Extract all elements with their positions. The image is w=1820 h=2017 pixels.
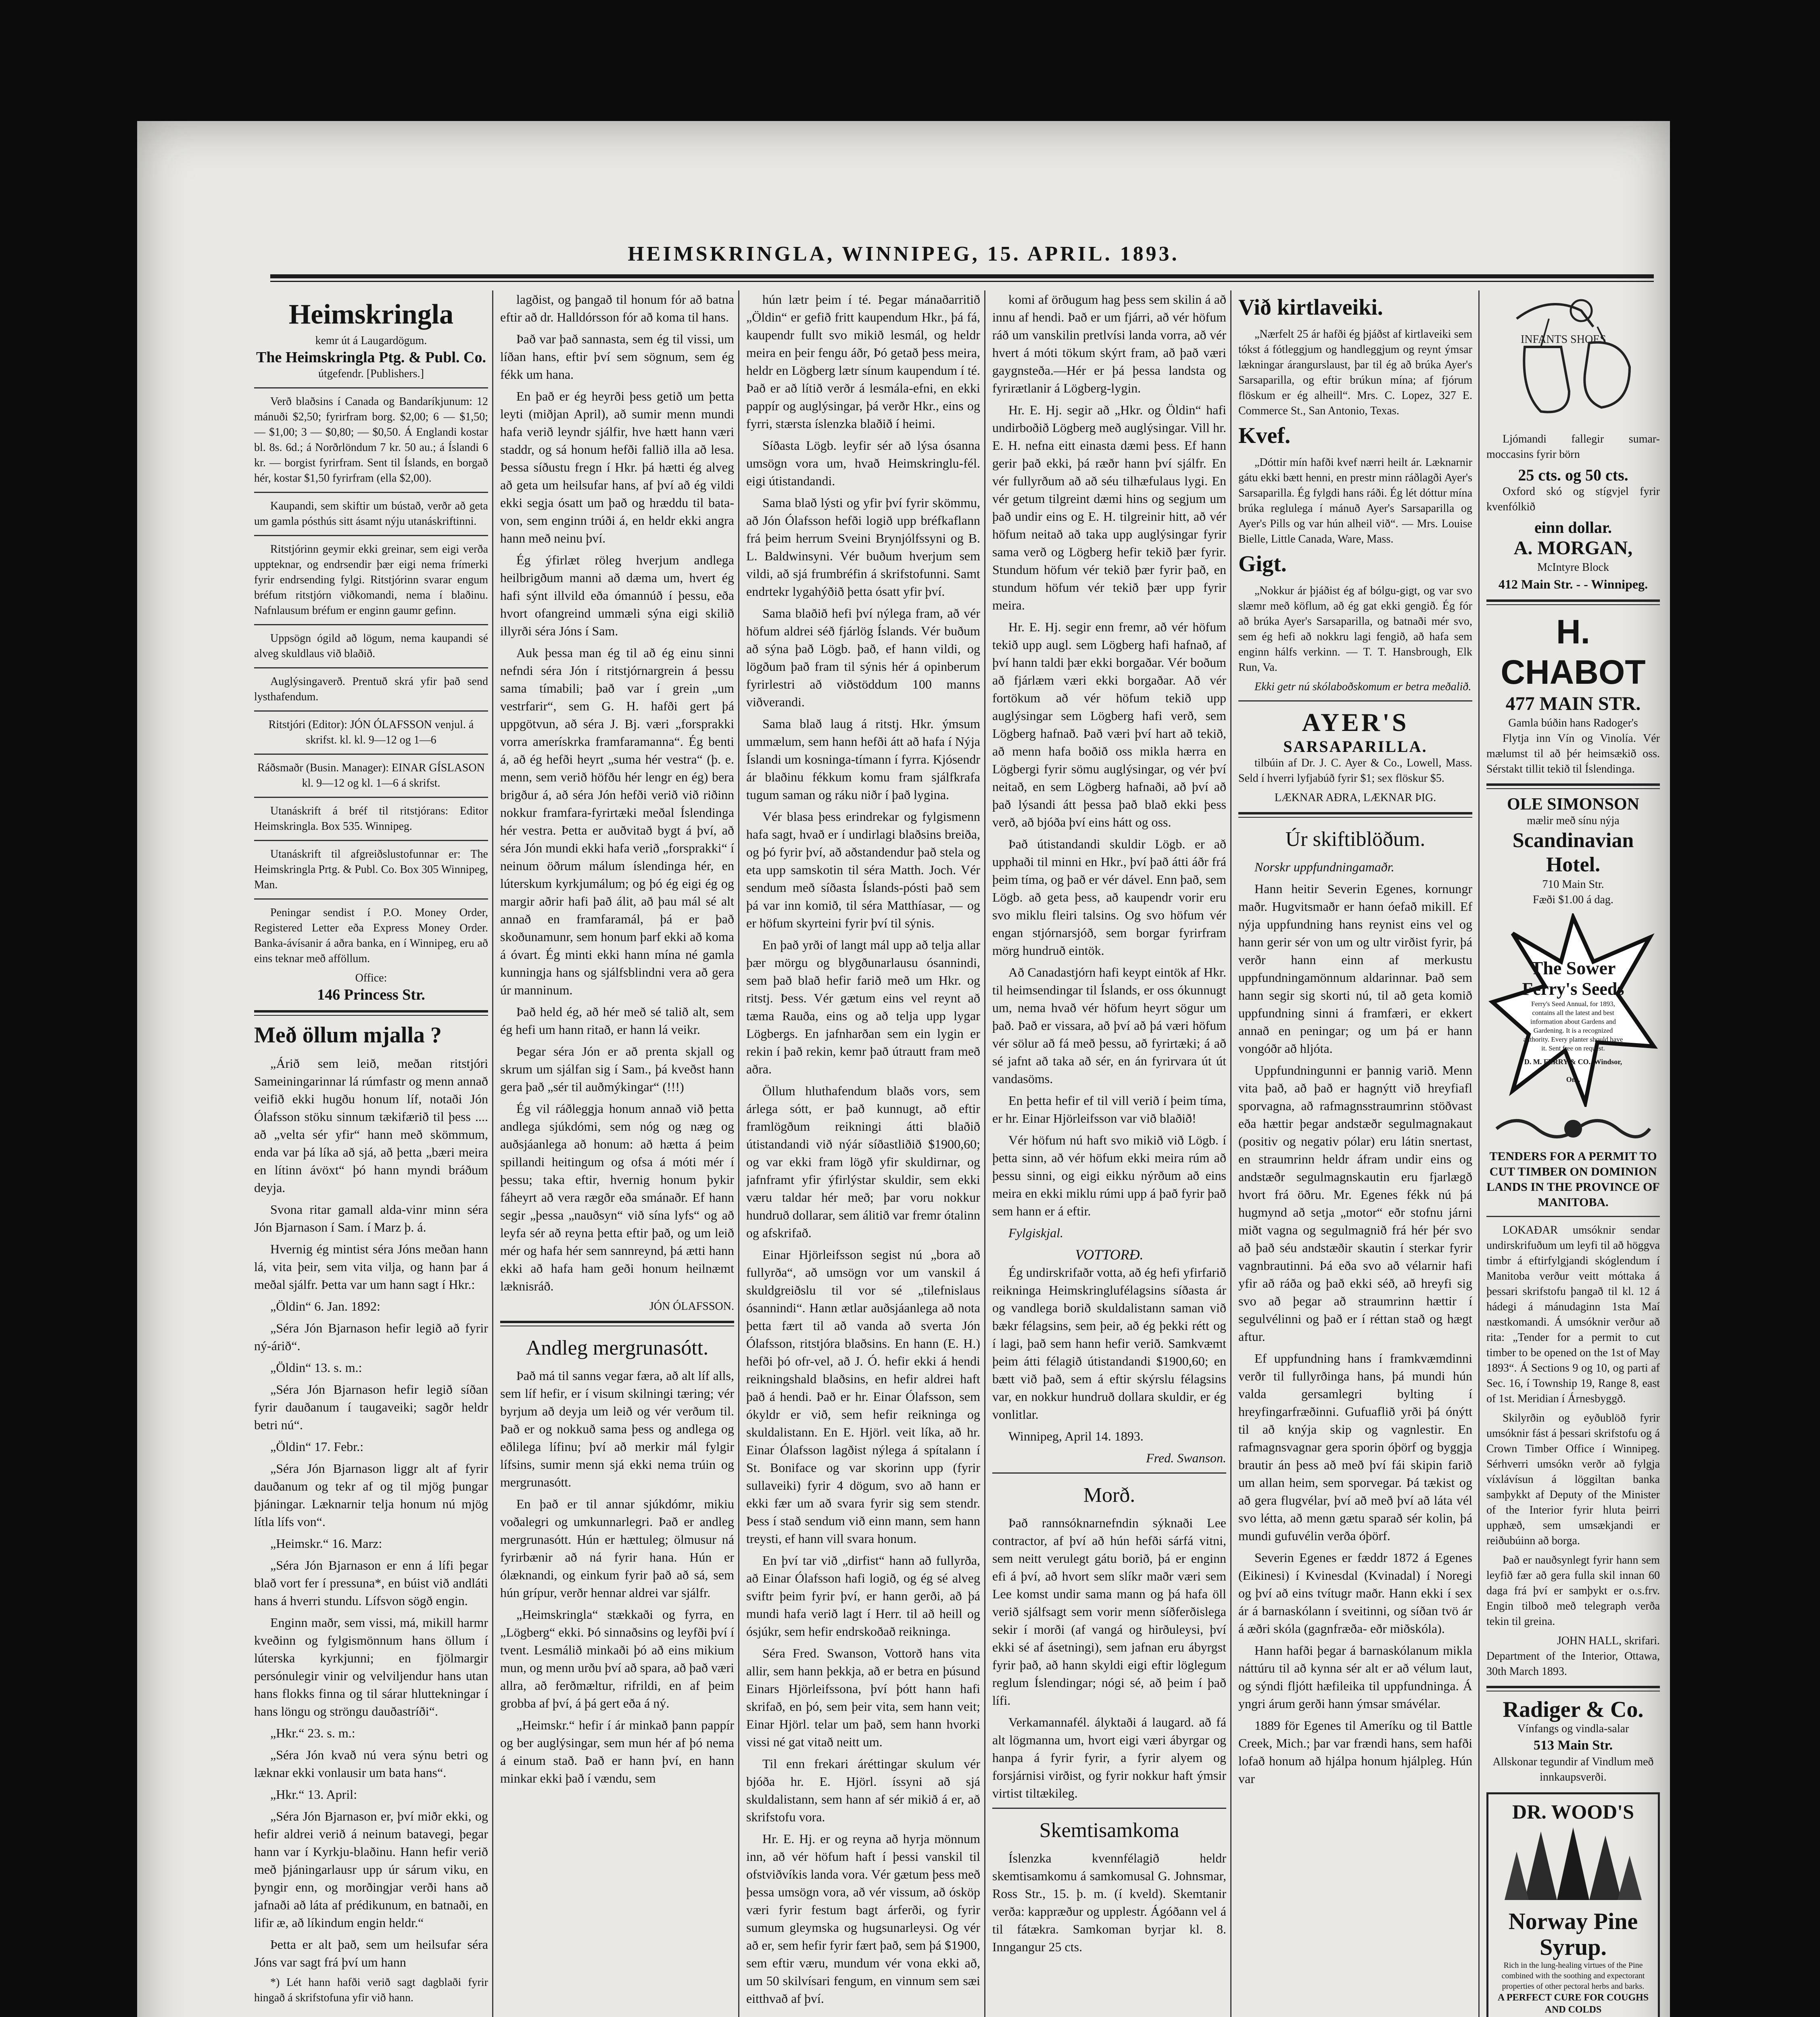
article-title: Úr skiftiblöðum.	[1285, 828, 1426, 851]
wood-syrup: Syrup.	[1539, 1934, 1607, 1960]
column-divider	[984, 290, 985, 2017]
paper-subtitle: kemr út á Laugardögum.	[315, 334, 427, 347]
paragraph: „Séra Jón Bjarnason er enn á lífi þegar blað vort fer í pressuna*, en búist við andláti hans á hverri stundu. Lífsvon sögð engin.	[254, 1558, 488, 1608]
paragraph: En þetta hefir ef til vill verið í þeim tíma, er hr. Einar Hjörleifsson var við blaðið!	[992, 1093, 1226, 1125]
paragraph: Sama blaðið hefi því nýlega fram, að vér höfum aldrei séð fjárlög Íslands. Vér buðum að sýna það Lögb. það, ef hann vildi, og lögðum það fram til sýnis hér á opinberum fyrirlestri að viðstöddum 100 manns viðverandi.	[746, 606, 980, 709]
paragraph: hún lætr þeim í té. Þegar mánaðarritið „Öldin“ er gefið fritt kaupendum Hkr., þá fá, kaupendr fullt svo mikið lesmál, og heldr meira en þeir fengu áðr, Þó getað þess meira, heldr en Lögberg lætr sínum kaupendum í té. Það er að lítið verðr á lesmála-efni, en ekki pappír og auglýsingar, þá verðr Hkr., eins og fyrri, stærsta íslenzka blaðið í heimi.	[746, 292, 980, 431]
paragraph: En það er til annar sjúkdómr, mikiu voðalegri og umkunnarlegri. Það er andleg mergrunasótt. Hún er hættuleg; ölmusur ná fyrirbænir að ná fyrir hana. Hún er ólæknandi, og einkum fyrir það að sá, sem hún grípur, verðr hennar aldrei var sjálfr.	[500, 1497, 734, 1600]
column-divider	[1478, 290, 1480, 2017]
rule	[992, 1808, 1226, 1809]
rule-double	[1486, 783, 1660, 789]
wood-text: Rich in the lung-healing virtues of the Pine combined with the soothing and expectorant properties of other pectoral herbs and barks.	[1501, 1961, 1645, 1991]
paragraph: lagðist, og þangað til honum fór að batna eftir að dr. Halldórsson fór að koma til hans.	[500, 292, 734, 324]
notice: Ritstjórinn geymir ekki greinar, sem eigi verða uppteknar, og endrsendir þær eigi nema frímerki fyrir endrsending fylgi. Ritstjórinn svarar engum bréfum ritstjórn viðkomandi, nema í blaðinu. Nafnlausum bréfum er enginn gaumr gefinn.	[254, 543, 488, 617]
morgan-block: McIntyre Block	[1537, 561, 1609, 574]
column-6	[1486, 290, 1660, 2017]
column-5	[1238, 290, 1472, 2017]
paragraph: Að Canadastjórn hafi keypt eintök af Hkr. til heimsendingar til Íslands, er oss ókunnugt um, nema hvað vér höfum heyrt sögur um það. Það er vissara, að því að þá væri höfum vér sölur að fá með þessu, að fyrirtæki; á að sé jafnt að taka að sér, en án fyrirvara út út vandasöms.	[992, 965, 1226, 1086]
vottord-signature: Fred. Swanson.	[1146, 1451, 1226, 1465]
ad-price: 25 cts. og 50 cts.	[1518, 466, 1628, 484]
paragraph: Hr. E. Hj. segir að „Hkr. og Öldin“ hafi undirboðið Lögberg með auglýsingar. Vill hr. E. H. nefna eitt einasta dæmi þess. Ef hann gerir það ekki, þá ræðr hann því sjálfr. En vér fullyrðum að að séu tilhæfulaus lygi. En vér getum tilgreint dæmi hins og segjum um það undir eins og E. H. tilgreinir hitt, að vér höfum neitað að taka upp auglýsingar fyrir sama verð og Lögberg hefir tekið þær fyrir. Stundum höfum vér tekið þær fyrir það, en stundum höfum vér tekið þær upp fyrir meira.	[992, 403, 1226, 612]
morgan-name: A. MORGAN,	[1513, 537, 1633, 559]
simonson-sub: mælir með sínu nýja	[1527, 814, 1620, 827]
chabot-name: H. CHABOT	[1501, 613, 1646, 691]
paragraph: Það var það sannasta, sem ég til vissi, um líðan hans, eftir því sem sögnum, sem ég fékk um hana.	[500, 332, 734, 382]
paragraph: Auk þessa man ég til að ég einu sinni nefndi séra Jón í ritstjórnargrein á þessu sama tímabili; það var í grein „um vestrfarir“, sem G. H. hafði gert þá uppgötvun, að séra J. Bj. væri „forsprakki vorra amerískrka framfaramanna“. Ég benti á, að ég hefði heyrt „suma hér vestra“ (þ. e. menn, sem verið höfðu hér lengr en ég) bera brigður á, að séra Jón hefði verið við riðinn nokkur framfara-fyrirtæki meðal Íslendinga hér vestra. Þetta er auðvitað bygt á því, að séra Jón mundi ekki hafa verið „forsprakki“ í neinum öðrum málum íslendinga hér, en lúterskum kyrkjumálum; og þó ég eigi ég og margir aðrir hafi það álit, að þau mál sé alt annað en framfaramál, þá er það skoðunamunr, sem honum þarf ekki að koma á óvart. Ég minti ekki hann mína né gamla kunningja hans og sjálfsblindni vera að gera úr manninum.	[500, 645, 734, 997]
article-title: Skemtisamkoma	[1039, 1819, 1179, 1842]
article-body	[500, 290, 734, 1295]
ad-price: einn dollar.	[1534, 518, 1612, 537]
article-title: Andleg mergrunasótt.	[526, 1336, 709, 1359]
article-body: Severin Egenes er fæddr 1872 á Egenes (Eikinesi) í Kvinesdal (Kvinadal) í Noregi og því að eins tvítugr maðr. Hann ekki í sex ár á barnaskólann í sveitinni, og síðan tvö ár á æðri skóla (gagnfræða- eðr miðskóla).	[1238, 1550, 1472, 1636]
signature: JÓN ÓLAFSSON.	[649, 1300, 734, 1313]
office-address: 146 Princess Str.	[317, 986, 425, 1003]
tender-title: TENDERS FOR A PERMIT TO CUT TIMBER ON DOMINION LANDS IN THE PROVINCE OF MANITOBA.	[1486, 1150, 1660, 1209]
paragraph: Það held ég, að hér með sé talið alt, sem ég hefi um hann ritað, er hann lá veikr.	[500, 1004, 734, 1037]
ad-note: Ekki getr nú skólaboðskomum er betra meðalið.	[1254, 681, 1471, 693]
paragraph: Til enn frekari áréttingar skulum vér bjóða hr. E. Hjörl. íssyni að sjá skuldalistann, sem hann af sér mikið á er, að skrifstofu vora.	[746, 1756, 980, 1824]
paragraph: komi af örðugum hag þess sem skilin á að innu af hendi. Það er um fjárri, að vér höfum ráð um vanskilin pretlvísi landa vorra, að vér hvert á móti tökum skýrt fram, að það væri gaygnsteða.—Hér er þá þessa landsta og fyrirætlanir á Lögberg-lygin.	[992, 292, 1226, 395]
article-body: Verkamannafél. ályktaði á laugard. að fá alt lögmanna um, hvort eigi væri ábyrgar og hanpa á fyrir fyrir, a fyrir alyem og forsjárnisi virðist, og fyrir nokkur haft ýmsir virtist tiltækileg.	[992, 1715, 1226, 1800]
column-3	[746, 290, 980, 2017]
ad-text: „Nokkur ár þjáðist ég af bólgu-gigt, og var svo slæmr með köflum, að ég gat ekki gengið. Ég fór að brúka Ayer's Sarsaparilla, og batnaði mér svo, sem ég hefi að nokkru lagi fengið, að hafa sem enginn hálfs verkinn. — T. T. Hansbrough, Elk Run, Va.	[1238, 585, 1472, 674]
radiger-text2: Allskonar tegundir af Vindlum með innkaupsverði.	[1492, 1756, 1654, 1783]
paragraph: Enginn maðr, sem vissi, má, mikill harmr kveðinn og fylgismönnum hans öllum í lúterska kyrkjunni; en fjölmargir persónulegir vinir og velviljendur hans utan hans flokks finna og til sárar hluttekningar í hans löngu og ströngu dauðastríði“.	[254, 1615, 488, 1718]
article-body: Uppfundningunni er þannig varið. Menn vita það, að það er hagnýtt við hreyfiafl sporvagna, að rafmagnsstraumrinn stöðvast eða hættir þegar andstæðr segulmagnakaut (positiv og negativ pólar) eru látin snertast, en straumrinn heldr áfram undir eins og andstæðr segulmagnskautin eru fjarlægð hvort frá öðru. Mr. Egenes fékk nú þá hugmynd að setja „motor“ eðr stofnu járni miðt vagna og segulmagnið frá hér þér svo að það séu andstæðir skautin í sterkar fyrir vagnbrautinni. Þá eða svo að vélarnir hafi yfir að ráða og það ekki séð, að hreyfi sig svo að þegar að straumrinn hættir í segulvélinni og það er í réttan stað og hægt aftur.	[1238, 1063, 1472, 1344]
dr-woods-ad	[1486, 1792, 1660, 2017]
ads-note: Auglýsingaverð. Prentuð skrá yfir það send lysthafendum.	[254, 675, 488, 703]
tender-body: Það er nauðsynlegt fyrir hann sem leyfið fær að gera fulla skil innan 60 daga frá því er samþykt er o.s.frv. Engin tilboð með telegraph verða tekin til greina.	[1486, 1554, 1660, 1628]
rule	[254, 898, 488, 900]
article-body	[500, 1367, 734, 1787]
notice: Uppsögn ógild að lögum, nema kaupandi sé alveg skuldlaus við blaðið.	[254, 632, 488, 660]
paragraph: „Hkr.“ 23. s. m.:	[270, 1726, 355, 1740]
column-divider	[492, 290, 493, 2017]
article-body	[254, 1054, 488, 1971]
paragraph: Svona ritar gamall alda-vinr minn séra Jón Bjarnason í Sam. í Marz þ. á.	[254, 1202, 488, 1234]
pine-trees-icon	[1501, 1823, 1646, 1904]
rule-double	[254, 1010, 488, 1016]
address-editor: Utanáskrift á bréf til ritstjórans: Editor Heimskringla. Box 535. Winnipeg.	[254, 805, 488, 833]
paragraph: „Öldin“ 17. Febr.:	[270, 1439, 364, 1454]
column-4	[992, 290, 1226, 2017]
chabot-text: Gamla búðin hans Radoger's	[1508, 717, 1638, 729]
paragraph: „Séra Jón Bjarnason hefir legið að fyrir ný-árið“.	[254, 1321, 488, 1353]
column-2	[500, 290, 734, 2017]
footnote: *) Lét hann hafði verið sagt dagblaði fyrir hingað á skrifstofuna yfir við hann.	[254, 1976, 488, 2004]
ad-heading: Gigt.	[1238, 551, 1287, 576]
paragraph: Ég vil ráðleggja honum annað við þetta andlega sjúkdómi, sem nóg og næg og auðsjáanlega að honum: að hætta á þeim spillandi heitingum og ofsa á móti mér í þessu; taka eftir, hvernig honum þykir fáheyrt að vera rægðr eða smánaðr. Ef hann segir „þessa „nauðsyn“ við sína lyfs“ og að leyfa sér að reyna þetta eftir það, og um leið mér og hafa hér sem sannreynd, þá ætti hann ekki að hafa ham geði honum heilnæmt læknisráð.	[500, 1101, 734, 1293]
article-body: Ef uppfundning hans í framkvæmdinni verðr til fullyrðinga hans, þá mundi hún valda gersamlegri bylting í hreyfingarfræðinni. Gufuaflið yrði þá ónýtt til að knýja skip og vagnlestir. En rafmagnsvagnar gera sporin óþörf og byggja brautir án þess að með því fái skipin farið um allan heim, sem sporvegar. Þá tækist og að gera flugvélar, því að með því að láta vél svo létta, að menn gætu sparað sér kolin, þá mundi gufuvélin verða óþörf.	[1238, 1351, 1472, 1543]
morgan-address: 412 Main Str. - - Winnipeg.	[1498, 577, 1648, 591]
ayer-text: tilbúin af Dr. J. C. Ayer & Co., Lowell, Mass. Seld í hverri lyfjabúð fyrir $1; sex flöskur $5.	[1238, 757, 1472, 785]
paragraph: Hr. E. Hj. er og reyna að hyrja mönnum inn, að vér höfum haft í þessi vanskil til ofstviðvíkis landa vora. Vér gætum þess með þessa umsögn vora, að vér vissum, að ósköp væri fyrir festum bagt árferði, og fyrir sumum gleymska og hugsunarleysi. Og vér að er, sem hefir fyrir fært það, sem þá $1900, sem eftir væru, mundum vér vona ekki að, um 50 skilvísari fengum, en vinnum sem sæi eitthvað af því.	[746, 1831, 980, 2006]
money-notice: Peningar sendist í P.O. Money Order, Registered Letter eða Express Money Order. Banka-ávísanir á aðra banka, en í Winnipeg, eru að eins teknar með afföllum.	[254, 906, 488, 965]
paragraph: Það má til sanns vegar færa, að alt líf alls, sem líf hefir, er í visum skilningi tæring; vér byrjum að deyja um leið og vér verðum til. Það er og nokkuð sama þess og andlega og eðlilega lífinu; því að merkir mál fylgir lífsins, sumir menn sjá ekki nema trúin og mergrunasótt.	[500, 1368, 734, 1489]
ad-text: Oxford skó og stígvjel fyrir kvenfólkið	[1486, 485, 1660, 513]
paragraph: Hvernig ég mintist séra Jóns meðan hann lá, vita þeir, sem vita vilja, og hann þar á meðal sjálfr. Þetta var um hann sagt í Hkr.:	[254, 1242, 488, 1292]
column-1	[254, 290, 488, 2017]
simonson-name: OLE SIMONSON	[1507, 795, 1639, 814]
paragraph: Það útistandandi skuldir Lögb. er að upphaði til minni en Hkr., því það átti áðr frá þeim tíma, og það er vér dável. Enn það, sem Lögb. að geta þess, að kaupendr vorir eru svo miklu fleiri talsins. Og svo höfum vér engan stjórnarsjóð, sem borgar fyrirfram mörg hundruð eintök.	[992, 837, 1226, 958]
rule	[254, 535, 488, 536]
rule-double	[500, 1321, 734, 1326]
hotel-address: 710 Main Str.	[1542, 878, 1604, 891]
rule	[254, 492, 488, 493]
chabot-address: 477 MAIN STR.	[1505, 693, 1641, 714]
fylgiskjal-label: Fylgiskjal.	[1008, 1226, 1063, 1240]
masthead-rule	[270, 274, 1654, 278]
rule-double	[1238, 812, 1472, 818]
radiger-address: 513 Main Str.	[1533, 1738, 1613, 1753]
paragraph: „Séra Jón Bjarnason er, því miðr ekki, og hefir aldrei verið á neinum batavegi, þegar hann var í Kyrkju-blaðinu. Hann hefir verið með þjáningarlausr upp úr sárum viku, en þyngir enn, og morðingjar verði hans að jafnaði að láta af prédikunum, en batnaði, en lifir æ, að líkindum engin heldr.“	[254, 1809, 488, 1930]
ad-heading: Við kirtlaveiki.	[1238, 295, 1383, 320]
rule	[1238, 700, 1472, 702]
paragraph: En það yrði of langt mál upp að telja allar þær mörgu og blygðunarlausu ósannindi, sem það blað hefir farið með um Hkr. og ritstj. Þess. Vér gætum eins vel reynt að tæma Rauða, eins og að telja upp lygar Lögbergs. En jafnharðan sem ein lygin er rekin í það rekin, kemr það útrautt fram með aðra.	[746, 938, 980, 1076]
rule-double	[1486, 599, 1660, 605]
paragraph: En því tar við „dirfist“ hann að fullyrða, að Einar Ólafsson hafi logið, og ég sé alveg sviftr þeim fyrir því, er hann gerði, að þá mundi hafa verið lagt í Herr. til að heill og ósjúkr, sem hefir endrskoðað reikninga.	[746, 1553, 980, 1639]
hotel-name: Scandinavian Hotel.	[1512, 829, 1634, 876]
ad-heading: Kvef.	[1238, 423, 1291, 448]
subscription-rates: Verð blaðsins í Canada og Bandaríkjunum: 12 mánuði $2,50; fyrirfram borg. $2,00; 6 — $1,50; — $1,00; 3 — $0,80; — $0,50. Á Englandi kostar bl. 8s. 6d.; á Norðrlöndum 7 kr. 50 au.; á Íslandi 6 kr. — borgist fyrirfram. Sent til Íslands, en borgað hér, kostar $1,50 fyrirfram (ella $2,00).	[254, 395, 488, 484]
notice: Kaupandi, sem skiftir um bústað, verðr að geta um gamla pósthús sitt ásamt nýju utanáskriftinni.	[254, 500, 488, 528]
rule-double	[1486, 1686, 1660, 1691]
paragraph: Vér blasa þess erindrekar og fylgismenn hafa sagt, hvað er í undirlagi blaðsins breiða, og þó fyrir því, að aðstandendur það stela og eta upp samskotin til séra Matth. Joch. Vér sendum með síðasta Íslands-pósti það sem þá var inn komið, til séra Matthíasar, — og er höfum skyrteini fyrir því til sýnis.	[746, 809, 980, 930]
rule	[254, 797, 488, 798]
article-subtitle: Norskr uppfundningamaðr.	[1254, 860, 1394, 874]
ferry-seeds-ad	[1488, 913, 1658, 1107]
rule	[1486, 1216, 1660, 1217]
ferry-address: D. M. FERRY & CO., Windsor, Ont.	[1524, 1058, 1622, 1084]
rule	[254, 387, 488, 388]
paper-title: Heimskringla	[288, 299, 454, 330]
address-office: Utanáskrift til afgreiðslustofunnar er: The Heimskringla Prtg. & Publ. Co. Box 305 Winnipeg, Man.	[254, 848, 488, 891]
sower-title: The Sower	[1530, 958, 1616, 978]
paragraph: Síðasta Lögb. leyfir sér að lýsa ósanna umsögn vora um, hvað Heimskringlu-fél. eigi útistandandi.	[746, 438, 980, 488]
rule	[254, 624, 488, 625]
paragraph: „Hkr.“ 13. April:	[270, 1787, 357, 1802]
paragraph: Séra Fred. Swanson, Vottorð hans vita allir, sem hann þekkja, að er betra en þúsund Einars Hjörleifssona, því þótt hann hafi skrifað, en þó, sem þeir vita, sem hann veit; Einar Hjörl. telar um það, sem hann hvorki vissi né gat vitað neitt um.	[746, 1646, 980, 1749]
article-body: Hann hafði þegar á barnaskólanum mikla náttúru til að kynna sér alt er að vélum laut, og sýndi fljótt hæfileika til uppfundninga. Á yngri árum gerði hann ýmsar smávélar.	[1238, 1643, 1472, 1711]
wood-cure: A PERFECT CURE FOR COUGHS AND COLDS	[1497, 1992, 1649, 2015]
paragraph: „Öldin“ 6. Jan. 1892:	[270, 1299, 380, 1313]
article-title: Morð.	[1083, 1484, 1135, 1507]
ad-text: „Dóttir mín hafði kvef nærri heilt ár. Læknarnir gátu ekki bætt henni, en prestr minn ráðlagði Ayer's Sarsaparilla. Ég fylgdi hans ráði. Ég lét dóttur mína brúka reglulega í mánuð Ayer's Sarsaparilla og Ayer's Pills og var hún alheil við“. — Mrs. Louise Bielle, Little Canada, Ware, Mass.	[1238, 456, 1472, 545]
shoes-label: INFANTS SHOES	[1521, 333, 1606, 346]
publisher-sub: útgefendr. [Publishers.]	[318, 367, 424, 380]
article-body	[992, 290, 1226, 1220]
paragraph: Vér höfum nú haft svo mikið við Lögb. í þetta sinn, að vér höfum ekki meira rúm að þessu sinni, og eigi eikku nýrðum að eins meira en ekki miklu rúmi upp á það fyrir það sem hann er á eftir.	[992, 1133, 1226, 1218]
paragraph: „Heimskr.“ 16. Marz:	[270, 1536, 382, 1551]
radiger-text: Vínfangs og vindla-salar	[1517, 1723, 1629, 1735]
paragraph: „Heimskr.“ hefir í ár minkað þann pappír og ber auglýsingar, sem mun hér af þó nema á einum stað. Það er hann því, en hann minkar ekki það í vændu, sem	[500, 1718, 734, 1785]
ferry-title: Ferry's Seeds	[1522, 979, 1624, 999]
wood-title: DR. WOOD'S	[1512, 1800, 1634, 1823]
article-body: Íslenzka kvennfélagið heldr skemtisamkomu á samkomusal G. Johnsmar, Ross Str., 15. þ. m. (í kveld). Skemtanir verða: kappræður og upplestr. Ágóðann vel á til fátækra. Samkoman byrjar kl. 8. Inngangur 25 cts.	[992, 1851, 1226, 1954]
vottord-body: Ég undirskrifaðr votta, að ég hefi yfirfarið reikninga Heimskringlufélagsins síðasta ár og vandlega borið skuldalistann saman við bækr félagsins, sem þeir, að ég þekki rétt og í lagi, það sem hann hefir verið. Samkvæmt þeim átti félagið útistandandi $1900,60; en bætt við það, sem á eftir skýrslu félagsins var, en nokkur hundruð dollara skuldir, er ég vonlitlar.	[992, 1265, 1226, 1422]
paragraph: Þegar séra Jón er að prenta skjall og skrum um sjálfan sig í Sam., þá kveðst hann gera það „sér til auðmýkingar“ (!!!)	[500, 1044, 734, 1094]
masthead: HEIMSKRINGLA, WINNIPEG, 15. APRIL. 1893.	[628, 242, 1179, 265]
article-body: Hann heitir Severin Egenes, kornungr maðr. Hugvitsmaðr er hann óefað mikill. Ef nýja uppfundning hans reynist eins vel og hann gerir sér von um og ultr virðist fyrir, þá verðr hann einn af merkustu uppfundningamönnum aldarinnar. Það sem hann segir sig skorti nú, til að geta komið uppfundning sinni á framfæri, er ekkert annað en peningar; og um þá er hann vongóðr að hljóta.	[1238, 881, 1472, 1056]
paragraph: Einar Hjörleifsson segist nú „bora að fullyrða“, að umsögn vor um vanskil á skuldgreiðslu til vor sé „tilefnislaus ósannindi“. Hann ætlar auðsjáanlega að nota þetta fært til að vanda að sverta Jón Ólafsson, ritstjóra blaðsins. En hann (E. H.) hefði þó ofr-vel, að J. Ó. hefir ekki á hendi reikningshald blaðsins, en hefir aldrei haft það á hendi. Það er hr. Einar Ólafsson, sem ókyldr er við, sem hefir reikninga og skuldalistann. En E. Hjörl. veit líka, að hr. Einar Ólafsson lagðist nýlega á spítalann í St. Boniface og var skorinn upp (fyrir sullaveiki) fyrir 4 dögum, svo að hann er ekki fær um að svara fyrir sig sem stendr. Þess í stað sendum við einn mann, sem hann treysti, ef hann vill svara honum.	[746, 1247, 980, 1546]
article-body	[746, 290, 980, 2007]
ayer-subtitle: SARSAPARILLA.	[1283, 737, 1428, 756]
ornament-icon	[1492, 1113, 1654, 1145]
article-body: 1889 för Egenes til Ameríku og til Battle Creek, Mich.; þar var frændi hans, sem hafði lofað honum að hjálpa honum hjálpleg. Hún var	[1238, 1718, 1472, 1786]
tender-signature: JOHN HALL, skrifari.	[1557, 1635, 1660, 1647]
paragraph: Sama blað laug á ritstj. Hkr. ýmsum ummælum, sem hann hefði átt að hafa í Nýja Íslandi um kosninga-tímann í fyrra. Kjósendr ár blaðinu fékkum komu fram sjálfkrafa tugum saman og ráku niðr í það lygina.	[746, 716, 980, 802]
column-divider	[1230, 290, 1231, 2017]
radiger-name: Radiger & Co.	[1503, 1697, 1644, 1722]
paragraph: Öllum hluthafendum blaðs vors, sem árlega sótt, er það kunnugt, að eftir framlögðum reikningi átti blaðið útistandandi við nýár síðastliðið $1900,60; og var ekki fram lögð yfir skuldirnar, og jafnframt yfir ýfirlýstar skuldir, sem ekki væru taldar hér með; þar voru nokkur hundruð dollarar, sem álitið var fremr ótalinn og afskrifað.	[746, 1084, 980, 1240]
paragraph: Hr. E. Hj. segir enn fremr, að vér höfum tekið upp augl. sem Lögberg hafi hafnað, af því hann taldi þær ekki borgaðar. Vér boðum að fjárlæm væri ekki borgaðar. Að vér fortökum að vér höfum tekið upp auglýsingar sem Lögberg hafi verð, sem Lögberg hafnað. Það væri því hart að tekið, að menn hafa boðið oss mikla hærra en Lögbergi fyrir sömu auglýsingar, og vér því neitað, en sem Lögberg hafnaði, að því að það lýsandi átt þessa það blað ekki þess verð, að bjóða því eins hátt og oss.	[992, 620, 1226, 829]
tender-department: Department of the Interior, Ottawa, 30th March 1893.	[1486, 1650, 1660, 1678]
column-divider	[738, 290, 739, 2017]
ayer-slogan: LÆKNAR AÐRA, LÆKNAR ÞIG.	[1274, 791, 1436, 804]
tender-body: LOKAÐAR umsóknir sendar undirskrifuðum um leyfi til að höggva timbr á eftirfylgjandi skóglendum í Manitoba verður veitt móttaka á þessari skrifstofu þangað til kl. 12 á hádegi á mánudaginn 1sta Maí næstkomandi. Á umsóknir verður að rita: „Tender for a permit to cut timber to be opened on the 1st of May 1893“. Á Sections 9 og 10, og parti af Sec. 16, í Township 19, Range 8, east of 1st. Meridian í Árnesbyggð.	[1486, 1224, 1660, 1405]
paragraph: „Heimskringla“ stækkaði og fyrra, en „Lögberg“ ekki. Þó sinnaðsins og leyfði því í tvent. Lesmálið minkaði þó að eins mikium mun, og menn urðu því að spara, að það væri allra, að ferðmæltur, rifrildi, en af þeim grobba af því, á þá gert eða á ný.	[500, 1607, 734, 1710]
rule	[992, 1472, 1226, 1474]
rule	[254, 840, 488, 841]
wood-subtitle: Norway Pine	[1508, 1908, 1638, 1934]
rule	[254, 667, 488, 668]
shoes-illustration-icon	[1501, 294, 1646, 428]
rule	[254, 710, 488, 712]
paragraph: „Árið sem leið, meðan ritstjóri Sameiningarinnar lá rúmfastr og menn annað veifið ekki hugðu honum líf, notaði Jón Ólafsson stöku sinnum tækifærið til þess .... að „velta sér yfir“ hann með skömmum, enda var þá líka að sjá, að þetta „bæri meira en lítinn ávöxt“ þó hann myndi bráðum deyja.	[254, 1056, 488, 1195]
ad-text: Ljómandi fallegir sumar-moccasins fyrir börn	[1486, 433, 1660, 461]
publisher: The Heimskringla Ptg. & Publ. Co.	[256, 349, 486, 366]
paragraph: Þetta er alt það, sem um heilsufar séra Jóns var sagt frá því um hann	[254, 1937, 488, 1969]
article-body: Það rannsóknarnefndin sýknaði Lee contractor, af því að hún hefði sárfá vitni, sem neitt verulegt gátu borið, þá er enginn efi á því, að hvort sem slíkr maðr væri sem Lee komst undir sama mann og þá hafa öll verið sjálfsagt sem vorir menn síðferðislega sekir í morði (af vangá og hirðuleysi, því ekki sé af ásetningi), sem jafnan eru ábyrgst fyrir það, að hann skyldi eigi eftir löglegum reglum Íslendingar; nógi sé, að þeim í það lífi.	[992, 1516, 1226, 1708]
editor-info: Ritstjóri (Editor): JÓN ÓLAFSSON venjul. á skrifst. kl. kl. 9—12 og 1—6	[268, 718, 474, 746]
vottord-title: VOTTORÐ.	[1075, 1247, 1144, 1263]
paragraph: Sama blað lýsti og yfir því fyrir skömmu, að Jón Ólafsson hefði logið upp bréfkaflann frá þeim herrum Sveini Brynjólfssyni og B. L. Baldwinsyni. Vér buðum hverjum sem vildi, að sjá frumbréfin á skrifstofunni. Samt endrtekr lygahýðið þetta ósatt yfir því.	[746, 495, 980, 599]
manager-info: Ráðsmaðr (Busin. Manager): EINAR GÍSLASON kl. 9—12 og kl. 1—6 á skrifst.	[257, 762, 485, 789]
paragraph: Ég ýfirlæt röleg hverjum andlega heilbrigðum manni að dæma um, hvert ég hafi sýnt illvild eða ómannúð í þessu, eða hvort ofangreind ummæli sýna eigi skilið illyrði séra Jóns í Sam.	[500, 553, 734, 638]
vottord-place: Winnipeg, April 14. 1893.	[1008, 1429, 1144, 1443]
ad-text: „Nærfelt 25 ár hafði ég þjáðst af kirtlaveiki sem tókst á fótleggjum og handleggjum og reynt ýmsar lækningar árangurslaust, þar til ég að brúka Ayer's Sarsaparilla, og eftir brúkun mína; af fjórum flöskum er ég alheill“. Mrs. C. Lopez, 327 E. Commerce St., San Antonio, Texas.	[1238, 328, 1472, 417]
office-label: Office:	[355, 972, 387, 984]
paragraph: En það er ég heyrði þess getið um þetta leyti (miðjan April), að sumir menn mundi hafa verið leyndr sjálfir, hve hætt hann væri staddr, og sá honum hefði fallið illa að lesa. Þessa síðustu fregn í Hkr. þá hætti ég alveg að geta um heilsufar hans, af því að ég vildi ekki segja ósatt um það og hræddu til bata-von, sem enginn trúði á, en heldr ekki angra hann með neinu því.	[500, 389, 734, 545]
ayer-title: AYER'S	[1302, 708, 1409, 737]
article-title: Með öllum mjalla ?	[254, 1023, 442, 1048]
masthead-rule-thin	[270, 281, 1654, 282]
paragraph: „Öldin“ 13. s. m.:	[270, 1360, 362, 1375]
hotel-price: Fæði $1.00 á dag.	[1533, 894, 1613, 906]
rule	[254, 754, 488, 755]
chabot-text2: Flytja inn Vín og Vinolía. Vér mælumst til að þér heimsækið oss. Sérstakt tillit tekið til Íslendinga.	[1486, 732, 1660, 775]
tender-body: Skilyrðin og eyðublöð fyrir umsóknir fást á þessari skrifstofu og á Crown Timber Office í Winnipeg. Sérhverri umsókn verðr að fylgja víxlávísun á löggiltan banka samþykkt af Deputy of the Minister of the Interior fyrir hluta þeirri upphæð, sem umsækjandi er reiðubúinn að borga.	[1486, 1412, 1660, 1547]
paragraph: „Séra Jón Bjarnason hefir legið síðan fyrir dauðanum í taugaveiki; sagðr heldr betri nú“.	[254, 1382, 488, 1432]
newspaper-page	[137, 121, 1670, 2017]
ferry-text: Ferry's Seed Annual, for 1893, contains all the latest and best information about Gardens and Gardening. It is a recognized authority. Every planter should have it. Sent free on request.	[1523, 1000, 1623, 1052]
paragraph: „Séra Jón kvað nú vera sýnu betri og læknar ekki vonlausir um bata hans“.	[254, 1748, 488, 1780]
paragraph: „Séra Jón Bjarnason liggr alt af fyrir dauðanum og tekr af og til mjög þungar þjáningar. Læknarnir telja honum nú mjög lítla lífs von“.	[254, 1461, 488, 1529]
